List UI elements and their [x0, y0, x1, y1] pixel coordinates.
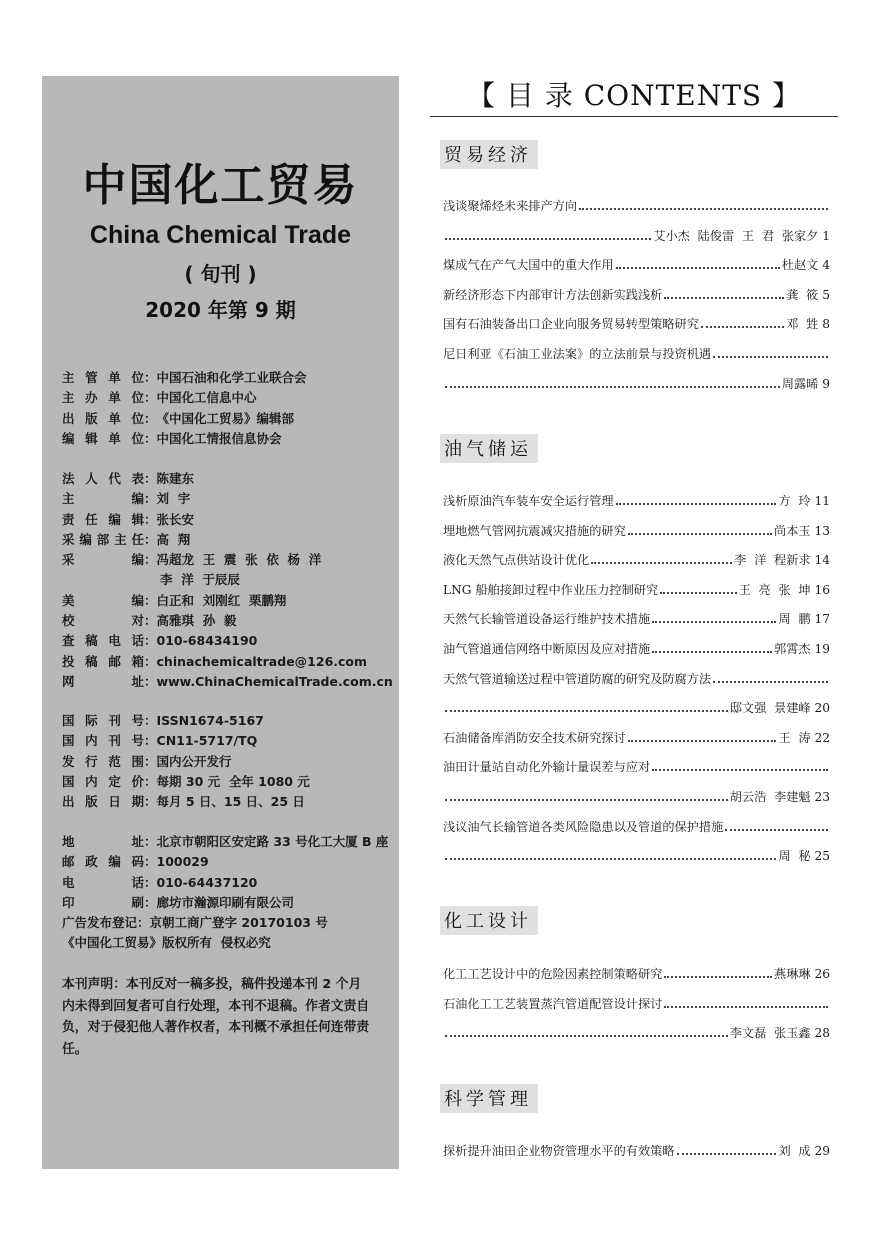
- article-authors-page: 周露晞 9: [781, 376, 830, 391]
- staff-info: [62, 469, 392, 692]
- section-heading: 油气储运: [440, 434, 538, 463]
- info-colon: ：: [144, 753, 157, 769]
- article-authors-page: 邓 甡 8: [786, 317, 830, 332]
- publisher-info: [62, 368, 392, 449]
- info-colon: ：: [137, 915, 150, 931]
- dot-leader: [664, 965, 772, 978]
- info-row: [62, 368, 392, 388]
- article-authors-page: 王 涛 22: [778, 730, 830, 745]
- toc-entry[interactable]: [443, 817, 830, 837]
- info-label: 投稿邮箱: [62, 653, 144, 669]
- info-value: 中国石油和化学工业联合会: [156, 370, 307, 385]
- info-row: [62, 611, 392, 631]
- info-colon: ：: [144, 592, 157, 608]
- info-row: [62, 510, 392, 530]
- info-label: 校对: [62, 613, 144, 629]
- article-authors-page: 艾小杰 陆俊雷 王 君 张家夕 1: [653, 228, 830, 243]
- info-colon: ：: [144, 370, 157, 385]
- dot-leader: [445, 375, 780, 388]
- info-value: 高雅琪 孙 毅: [156, 613, 237, 629]
- info-colon: ：: [144, 471, 157, 486]
- info-row: [62, 913, 392, 933]
- info-row: [62, 933, 392, 953]
- toc-entry[interactable]: [443, 255, 830, 275]
- info-value: 中国化工信息中心: [156, 390, 257, 406]
- info-value: 010-68434190: [156, 633, 258, 649]
- dot-leader: [616, 256, 780, 269]
- copyright-statement: 本刊声明：本刊反对一稿多投，稿件投递本刊 2 个月内未得到回复者可自行处理，本刊不退稿。作者文责自负，对于侵犯他人著作权者，本刊概不承担任何连带责任。: [62, 977, 370, 1057]
- info-row: [62, 672, 392, 692]
- info-row: [62, 752, 392, 772]
- info-label: 广告发布登记: [62, 915, 138, 931]
- article-title: 尼日利亚《石油工业法案》的立法前景与投资机遇: [443, 347, 712, 361]
- info-label: 主办单位: [62, 390, 144, 406]
- dot-leader: [445, 227, 651, 240]
- info-row: [62, 469, 392, 489]
- info-value: 《中国化工贸易》版权所有 侵权必究: [62, 935, 271, 951]
- dot-leader: [660, 581, 736, 594]
- toc-entry[interactable]: [443, 994, 830, 1014]
- info-label: 印刷: [62, 894, 144, 910]
- dot-leader: [445, 847, 776, 860]
- info-colon: ：: [144, 491, 157, 507]
- article-title: 埋地燃气管网抗震减灾措施的研究: [443, 523, 626, 538]
- info-value: 100029: [156, 854, 209, 870]
- info-label: 国际刊号: [62, 713, 144, 728]
- dot-leader: [652, 640, 772, 653]
- masthead-panel: [42, 76, 399, 1169]
- info-colon: ：: [144, 531, 157, 547]
- dot-leader: [677, 1142, 777, 1155]
- info-colon: ：: [144, 894, 157, 910]
- toc-entry[interactable]: [443, 226, 830, 246]
- dot-leader: [628, 522, 772, 535]
- info-label: 出版单位: [62, 410, 144, 426]
- info-value: 每期 30 元 全年 1080 元: [156, 773, 310, 789]
- info-value: 国内公开发行: [156, 753, 232, 769]
- info-value: 010-64437120: [156, 874, 258, 890]
- info-value: CN11-5717/TQ: [156, 733, 258, 749]
- dot-leader: [664, 286, 784, 299]
- info-colon: ：: [144, 834, 157, 849]
- toc-entry[interactable]: [443, 285, 830, 305]
- article-title: 煤成气在产气大国中的重大作用: [443, 258, 614, 273]
- info-value: 陈建东: [156, 471, 195, 486]
- article-title: 天然气管道输送过程中管道防腐的研究及防腐方法: [443, 671, 712, 686]
- info-label: 地址: [62, 834, 144, 849]
- article-title: 天然气长输管道设备运行维护技术措施: [443, 612, 651, 627]
- article-title: 浅议油气长输管道各类风险隐患以及管道的保护措施: [443, 819, 724, 834]
- info-colon: ：: [144, 773, 157, 789]
- info-value: 京朝工商广登字 20170103 号: [149, 915, 328, 931]
- article-title: 新经济形态下内部审计方法创新实践浅析: [443, 287, 663, 302]
- article-title: 探析提升油田企业物资管理水平的有效策略: [443, 1144, 675, 1158]
- toc-entry[interactable]: [443, 698, 830, 718]
- info-label: 主管单位: [62, 370, 144, 385]
- article-title: 油田计量站自动化外输计量误差与应对: [443, 760, 651, 775]
- info-row: [62, 570, 392, 590]
- article-authors-page: 周 鹏 17: [778, 612, 830, 627]
- info-label: 国内刊号: [62, 733, 144, 749]
- article-authors-page: 燕琳琳 26: [774, 967, 830, 981]
- info-row: [62, 652, 392, 672]
- toc-entry[interactable]: [443, 787, 830, 807]
- info-colon: ：: [144, 633, 157, 649]
- info-value: 刘 宇: [156, 491, 191, 507]
- toc-entry[interactable]: [443, 521, 830, 541]
- publication-frequency: ( 旬刊 ): [184, 262, 257, 286]
- dot-leader: [701, 315, 784, 328]
- dot-leader: [445, 788, 728, 801]
- toc-entry[interactable]: [443, 669, 830, 689]
- info-label: 出版日期: [62, 794, 144, 810]
- toc-entry[interactable]: [443, 491, 830, 511]
- article-authors-page: 尚本玉 13: [774, 523, 830, 538]
- info-row: [62, 489, 392, 509]
- info-colon: ：: [144, 874, 157, 890]
- article-title: 国有石油装备出口企业向服务贸易转型策略研究: [443, 317, 699, 332]
- info-colon: ：: [144, 713, 157, 728]
- dot-leader: [725, 818, 828, 831]
- magazine-title-english: China Chemical Trade: [89, 221, 352, 249]
- issue-number: 2020 年第 9 期: [145, 298, 296, 322]
- info-colon: ：: [144, 410, 157, 426]
- toc-entry[interactable]: [443, 639, 830, 659]
- info-value: 李 洋 于辰辰: [160, 572, 240, 588]
- info-row: [62, 409, 392, 429]
- info-row: [62, 772, 392, 792]
- info-colon: ：: [144, 673, 157, 689]
- info-value: 冯超龙 王 震 张 依 杨 洋: [156, 552, 322, 568]
- contents-divider: [430, 116, 838, 117]
- info-value: ISSN1674-5167: [156, 713, 264, 728]
- article-title: 浅析原油汽车装车安全运行管理: [443, 494, 614, 508]
- article-authors-page: 邸文强 景建峰 20: [729, 701, 830, 716]
- dot-leader: [445, 699, 728, 712]
- info-colon: ：: [144, 430, 157, 446]
- toc-entry[interactable]: [443, 1141, 830, 1161]
- dot-leader: [713, 345, 828, 358]
- info-label: 发行范围: [62, 753, 144, 769]
- info-label: 编辑单位: [62, 430, 144, 446]
- info-label: 邮政编码: [62, 854, 144, 870]
- toc-entry[interactable]: [443, 344, 830, 364]
- article-title: 液化天然气点供站设计优化: [443, 553, 590, 568]
- info-value: 中国化工情报信息协会: [156, 430, 282, 446]
- info-row: [62, 731, 392, 751]
- toc-entry[interactable]: [443, 757, 830, 777]
- info-colon: ：: [144, 390, 157, 406]
- article-authors-page: 龚 筱 5: [786, 287, 830, 302]
- dot-leader: [652, 758, 828, 771]
- contact-info: [62, 832, 392, 954]
- info-colon: ：: [144, 854, 157, 870]
- article-title: LNG 船舶接卸过程中作业压力控制研究: [443, 582, 659, 597]
- publication-info: [62, 711, 392, 812]
- dot-leader: [664, 995, 828, 1008]
- article-authors-page: 刘 成 29: [778, 1144, 830, 1158]
- info-row: [62, 388, 392, 408]
- info-row: [62, 530, 392, 550]
- info-label: 国内定价: [62, 773, 144, 789]
- info-label: 主编: [62, 491, 144, 507]
- article-authors-page: 李 洋 程新求 14: [734, 553, 830, 568]
- dot-leader: [591, 551, 732, 564]
- info-value: 白正和 刘刚红 栗鹏翔: [156, 592, 287, 608]
- article-authors-page: 周 秘 25: [778, 849, 830, 864]
- dot-leader: [445, 1024, 728, 1037]
- article-title: 油气管道通信网络中断原因及应对措施: [443, 642, 651, 656]
- info-label: 法人代表: [62, 471, 144, 486]
- dot-leader: [579, 197, 828, 210]
- article-title: 浅谈聚烯烃未来排产方向: [443, 199, 578, 213]
- info-row: [62, 792, 392, 812]
- dot-leader: [652, 610, 776, 623]
- info-row: [62, 711, 392, 731]
- info-value: 张长安: [156, 511, 195, 527]
- info-value: chinachemicaltrade@126.com: [156, 653, 368, 669]
- info-row: [62, 429, 392, 449]
- info-colon: ：: [144, 511, 157, 527]
- section-heading: 贸易经济: [440, 140, 538, 169]
- info-value: 《中国化工贸易》编辑部: [156, 410, 295, 426]
- toc-entry[interactable]: [443, 196, 830, 216]
- info-value: 高 翔: [156, 531, 191, 547]
- info-row: [62, 591, 392, 611]
- info-colon: ：: [144, 613, 157, 629]
- info-value: 廊坊市瀚源印刷有限公司: [156, 894, 295, 910]
- info-value: 每月 5 日、15 日、25 日: [156, 794, 305, 810]
- info-row: [62, 832, 392, 852]
- toc-entry[interactable]: [443, 580, 830, 600]
- info-colon: ：: [144, 552, 157, 568]
- dot-leader: [616, 492, 777, 505]
- dot-leader: [628, 729, 777, 742]
- magazine-title: 中国化工贸易: [82, 160, 359, 211]
- info-label: 网址: [62, 673, 144, 689]
- article-authors-page: 胡云浩 李建魁 23: [729, 790, 830, 804]
- info-row: [62, 550, 392, 570]
- info-value: 北京市朝阳区安定路 33 号化工大厦 B 座: [156, 834, 389, 849]
- article-authors-page: 李文磊 张玉鑫 28: [729, 1026, 830, 1041]
- article-authors-page: 杜赵文 4: [781, 258, 830, 273]
- info-colon: ：: [144, 733, 157, 749]
- toc-entry[interactable]: [443, 374, 830, 394]
- article-title: 石油化工工艺装置蒸汽管道配管设计探讨: [443, 996, 663, 1011]
- info-row: [62, 873, 392, 893]
- info-label: 美编: [62, 592, 144, 608]
- toc-entry[interactable]: [443, 728, 830, 748]
- toc-entry[interactable]: [443, 550, 830, 570]
- toc-entry[interactable]: [443, 609, 830, 629]
- section-heading: 科学管理: [440, 1084, 538, 1113]
- info-row: [62, 631, 392, 651]
- toc-entry[interactable]: [443, 314, 830, 334]
- article-authors-page: 郭霄杰 19: [774, 642, 830, 656]
- contents-heading: 【 目 录 CONTENTS 】: [467, 79, 801, 112]
- info-label: 采编: [62, 552, 144, 568]
- section-heading: 化工设计: [440, 906, 538, 935]
- info-row: [62, 852, 392, 872]
- toc-entry[interactable]: [443, 1023, 830, 1043]
- article-title: 化工工艺设计中的危险因素控制策略研究: [443, 967, 663, 981]
- info-value: www.ChinaChemicalTrade.com.cn: [156, 673, 393, 689]
- info-colon: ：: [144, 653, 157, 669]
- article-authors-page: 王 亮 张 坤 16: [738, 582, 830, 597]
- info-row: [62, 893, 392, 913]
- dot-leader: [713, 670, 828, 683]
- article-title: 石油储备库消防安全技术研究探讨: [443, 730, 626, 745]
- info-label: 查稿电话: [62, 633, 144, 649]
- info-colon: ：: [144, 794, 157, 810]
- toc-entry[interactable]: [443, 964, 830, 984]
- info-label: 责任编辑: [62, 511, 144, 527]
- info-label: 采编部主任: [62, 531, 144, 547]
- toc-entry[interactable]: [443, 846, 830, 866]
- article-authors-page: 方 玲 11: [778, 494, 830, 508]
- info-label: 电话: [62, 874, 144, 890]
